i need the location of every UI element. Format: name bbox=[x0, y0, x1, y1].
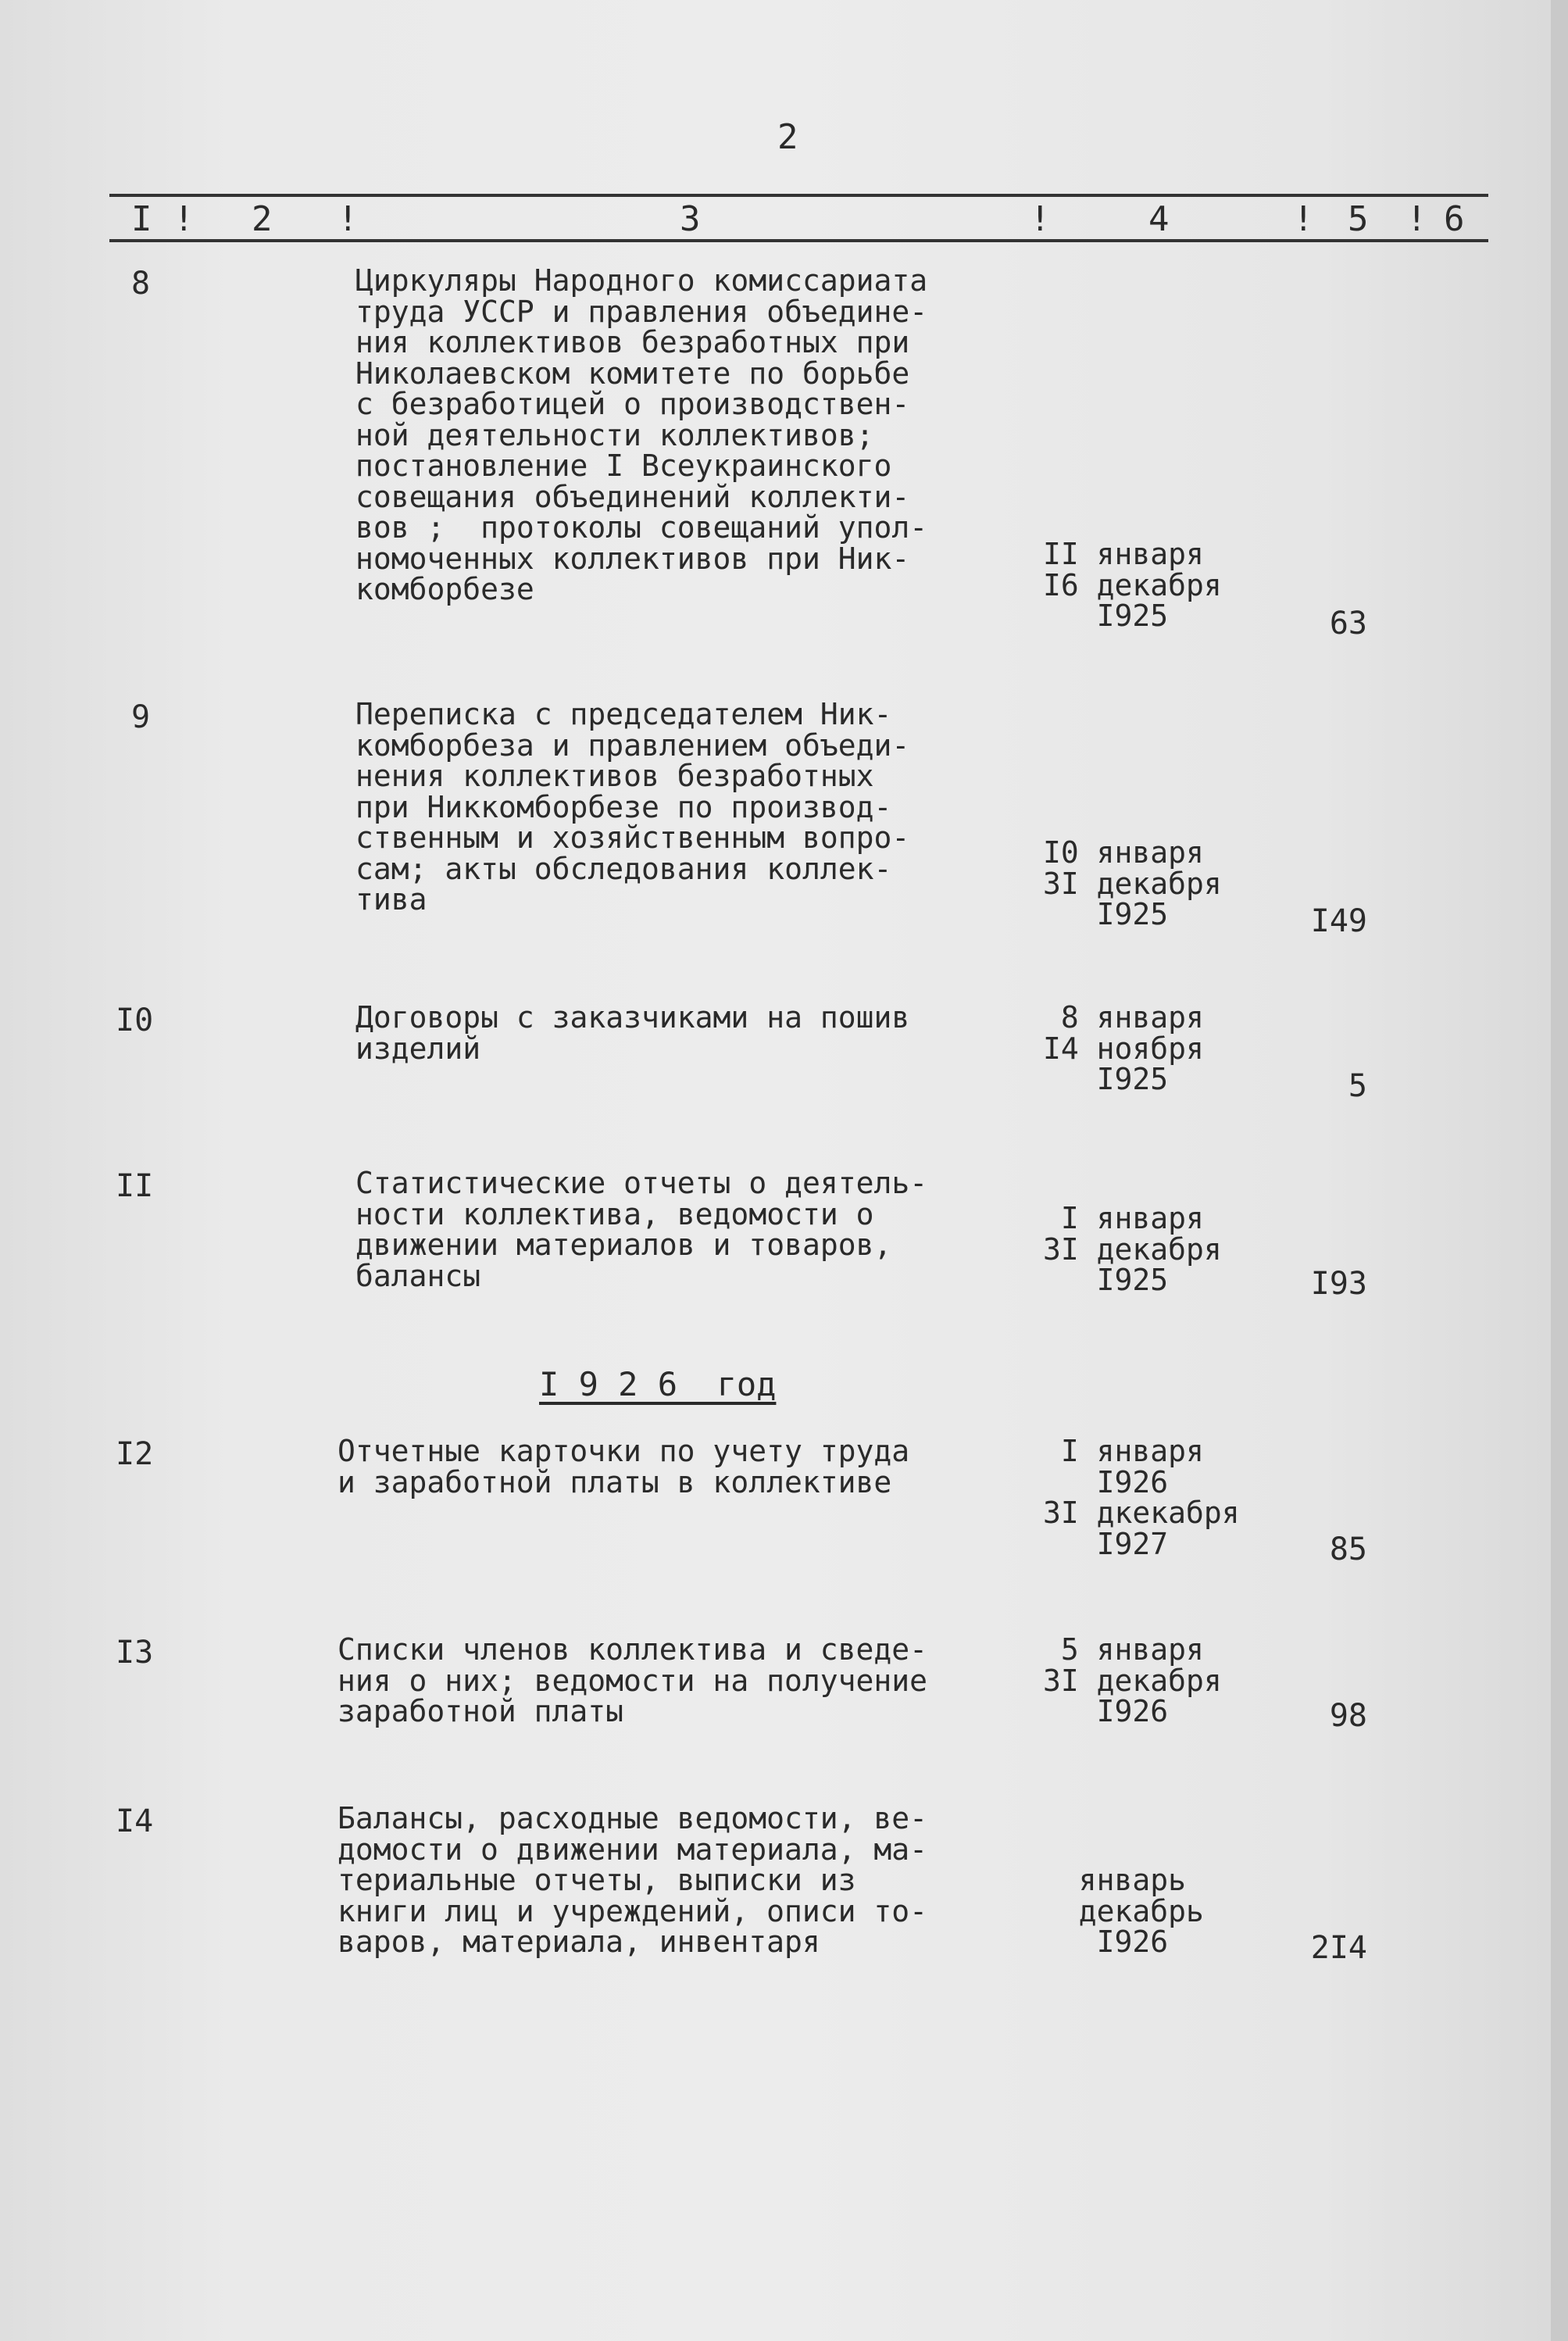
page-number: 2 bbox=[777, 117, 798, 157]
entry-sheet-count: 85 bbox=[1329, 1531, 1367, 1567]
header-col-4: 4 bbox=[1148, 199, 1170, 239]
header-sep: ! bbox=[1293, 199, 1314, 239]
entry-number: I0 bbox=[116, 1003, 154, 1038]
entry-sheet-count: 5 bbox=[1348, 1068, 1367, 1104]
page-edge bbox=[1551, 0, 1568, 2341]
entry-sheet-count: 2I4 bbox=[1310, 1930, 1367, 1966]
entry-dates: 5 января 3I декабря I926 bbox=[1043, 1632, 1222, 1728]
header-sep: ! bbox=[338, 199, 359, 239]
entry-number: I2 bbox=[116, 1436, 154, 1472]
year-heading: I 9 2 6 год bbox=[539, 1365, 777, 1403]
entry-number: I3 bbox=[116, 1635, 154, 1671]
entry-dates: I января 3I декабря I925 bbox=[1043, 1201, 1222, 1297]
header-sep: ! bbox=[173, 199, 195, 239]
entry-description: Балансы, расходные ведомости, ве- домости о движении материала, ма- териальные отчеты, выписки из книги лиц и учреждений, описи то- варов, материала, инвентаря bbox=[338, 1801, 927, 1959]
header-sep: ! bbox=[1406, 199, 1427, 239]
entry-dates: январь декабрь I926 bbox=[1078, 1863, 1204, 1959]
entry-description: Статистические отчеты о деятель- ности коллектива, ведомости о движении материалов и товаров, балансы bbox=[355, 1166, 928, 1293]
entry-dates: I0 января 3I декабря I925 bbox=[1043, 835, 1222, 931]
header-col-5: 5 bbox=[1348, 199, 1369, 239]
entry-description: Списки членов коллектива и сведе- ния о них; ведомости на получение заработной платы bbox=[338, 1632, 927, 1728]
entry-dates: 8 января I4 ноября I925 bbox=[1043, 1000, 1204, 1096]
entry-dates: I января I926 3I дкекабря I927 bbox=[1043, 1434, 1240, 1561]
entry-dates: II января I6 декабря I925 bbox=[1043, 537, 1222, 633]
header-col-2: 2 bbox=[252, 199, 273, 239]
entry-description: Циркуляры Народного комиссариата труда УССР и правления объедине- ния коллективов безработных при Николаевском комитете по борьбе с безработицей о производствен- ной деятельности коллективов; постановление I Всеукраинского совещания объединений коллекти- вов ; протоколы совещаний упол- номоченных коллективов при Ник- комборбезе bbox=[355, 263, 928, 606]
entry-number: 9 bbox=[131, 699, 151, 735]
header-col-1: I bbox=[131, 199, 152, 239]
header-sep: ! bbox=[1030, 199, 1051, 239]
entry-description: Договоры с заказчиками на пошив изделий bbox=[355, 1000, 910, 1066]
entry-sheet-count: I49 bbox=[1310, 903, 1367, 939]
entry-sheet-count: 98 bbox=[1329, 1698, 1367, 1734]
header-col-6: 6 bbox=[1444, 199, 1465, 239]
entry-sheet-count: I93 bbox=[1310, 1266, 1367, 1302]
header-top-rule bbox=[109, 194, 1488, 197]
entry-number: I4 bbox=[116, 1803, 154, 1839]
entry-number: II bbox=[116, 1168, 154, 1204]
entry-description: Переписка с председателем Ник- комборбеза и правлением объеди- нения коллективов безработных при Никкомборбезе по производ- ственным и хозяйственным вопро- сам; акты обследования коллек- тива bbox=[355, 697, 910, 917]
entry-number: 8 bbox=[131, 266, 151, 302]
entry-description: Отчетные карточки по учету труда и заработной платы в коллективе bbox=[338, 1434, 910, 1499]
header-bottom-rule bbox=[109, 239, 1488, 242]
entry-sheet-count: 63 bbox=[1329, 606, 1367, 642]
header-col-3: 3 bbox=[680, 199, 701, 239]
